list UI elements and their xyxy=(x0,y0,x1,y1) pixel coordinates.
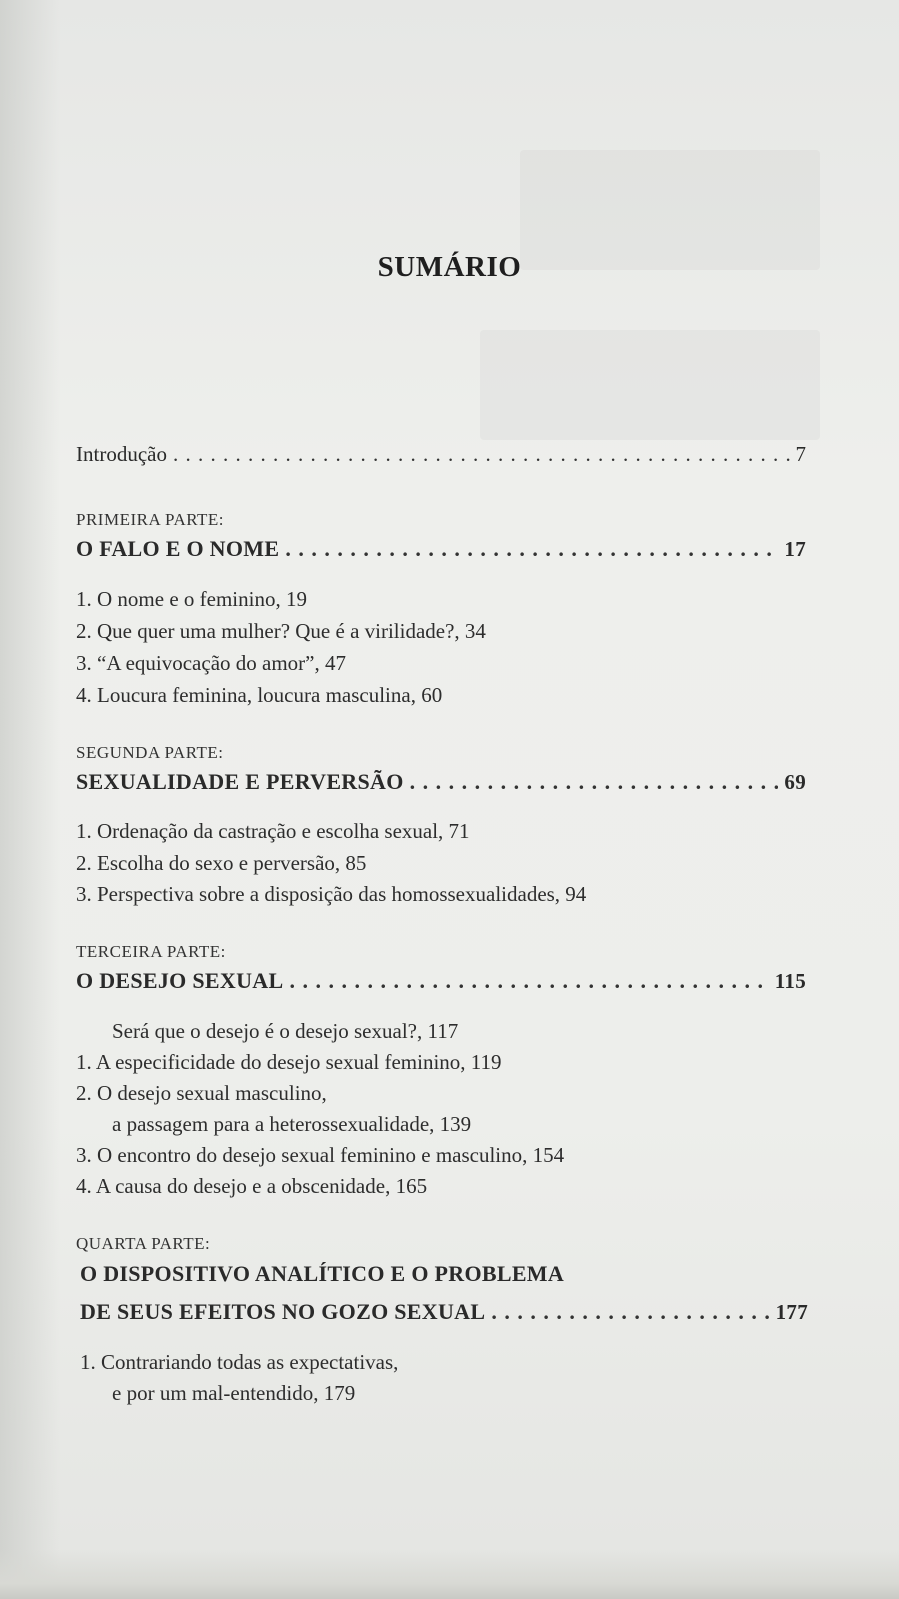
toc-chapter[interactable]: 2. O desejo sexual masculino, xyxy=(76,1081,327,1105)
leader-dots xyxy=(491,1299,769,1325)
leader-dots xyxy=(173,442,790,467)
toc-part-heading[interactable] xyxy=(80,1299,808,1325)
toc-part-heading[interactable] xyxy=(76,769,806,795)
part-label: TERCEIRA PARTE: xyxy=(76,942,226,961)
toc-chapter[interactable]: 2. Escolha do sexo e perversão, 85 xyxy=(76,851,367,875)
toc-chapter[interactable]: 1. O nome e o feminino, 19 xyxy=(76,587,307,611)
toc-chapter[interactable]: 1. Ordenação da castração e escolha sexual, 71 xyxy=(76,819,470,843)
toc-chapter[interactable]: 4. Loucura feminina, loucura masculina, 60 xyxy=(76,683,443,707)
part-label: SEGUNDA PARTE: xyxy=(76,743,224,762)
page-bottom-edge xyxy=(0,1549,899,1599)
toc-page-number: 177 xyxy=(775,1300,808,1324)
part-title: O DESEJO SEXUAL xyxy=(76,968,284,993)
toc-introduction[interactable] xyxy=(76,442,806,467)
toc-chapter-continuation: a passagem para a heterossexualidade, 139 xyxy=(112,1112,472,1136)
toc-page-number: 69 xyxy=(784,770,806,794)
toc-chapter[interactable]: 2. Que quer uma mulher? Que é a virilidade?, 34 xyxy=(76,619,486,643)
part-label: QUARTA PARTE: xyxy=(76,1234,211,1253)
leader-dots xyxy=(289,968,768,994)
toc-chapter[interactable]: Será que o desejo é o desejo sexual?, 117 xyxy=(112,1019,459,1043)
toc-chapter[interactable]: 3. O encontro do desejo sexual feminino e masculino, 154 xyxy=(76,1143,565,1167)
part-title: O FALO E O NOME xyxy=(76,536,280,561)
toc-chapter[interactable]: 1. Contrariando todas as expectativas, xyxy=(80,1350,399,1374)
toc-chapter[interactable]: 3. Perspectiva sobre a disposição das homossexualidades, 94 xyxy=(76,882,587,906)
bleed-through-shadow xyxy=(480,330,820,440)
part-title: DE SEUS EFEITOS NO GOZO SEXUAL xyxy=(80,1299,486,1324)
toc-chapter[interactable]: 1. A especificidade do desejo sexual feminino, 119 xyxy=(76,1050,502,1074)
toc-chapter[interactable]: 4. A causa do desejo e a obscenidade, 165 xyxy=(76,1174,428,1198)
toc-chapter-continuation: e por um mal-entendido, 179 xyxy=(112,1381,356,1405)
part-title-line1[interactable]: O DISPOSITIVO ANALÍTICO E O PROBLEMA xyxy=(80,1261,565,1286)
leader-dots xyxy=(410,769,779,795)
toc-part-heading[interactable] xyxy=(76,536,806,562)
page-left-shadow xyxy=(0,0,60,1599)
toc-page-number: 115 xyxy=(774,969,806,993)
toc-page-number: 17 xyxy=(784,537,806,561)
toc-part-heading[interactable] xyxy=(76,968,806,994)
page-title: SUMÁRIO xyxy=(377,251,522,284)
leader-dots xyxy=(285,536,778,562)
toc-page-number: 7 xyxy=(795,442,806,466)
part-title: SEXUALIDADE E PERVERSÃO xyxy=(76,769,404,794)
toc-chapter[interactable]: 3. “A equivocação do amor”, 47 xyxy=(76,651,346,675)
toc-entry-label: Introdução xyxy=(76,442,167,466)
part-label: PRIMEIRA PARTE: xyxy=(76,510,225,529)
